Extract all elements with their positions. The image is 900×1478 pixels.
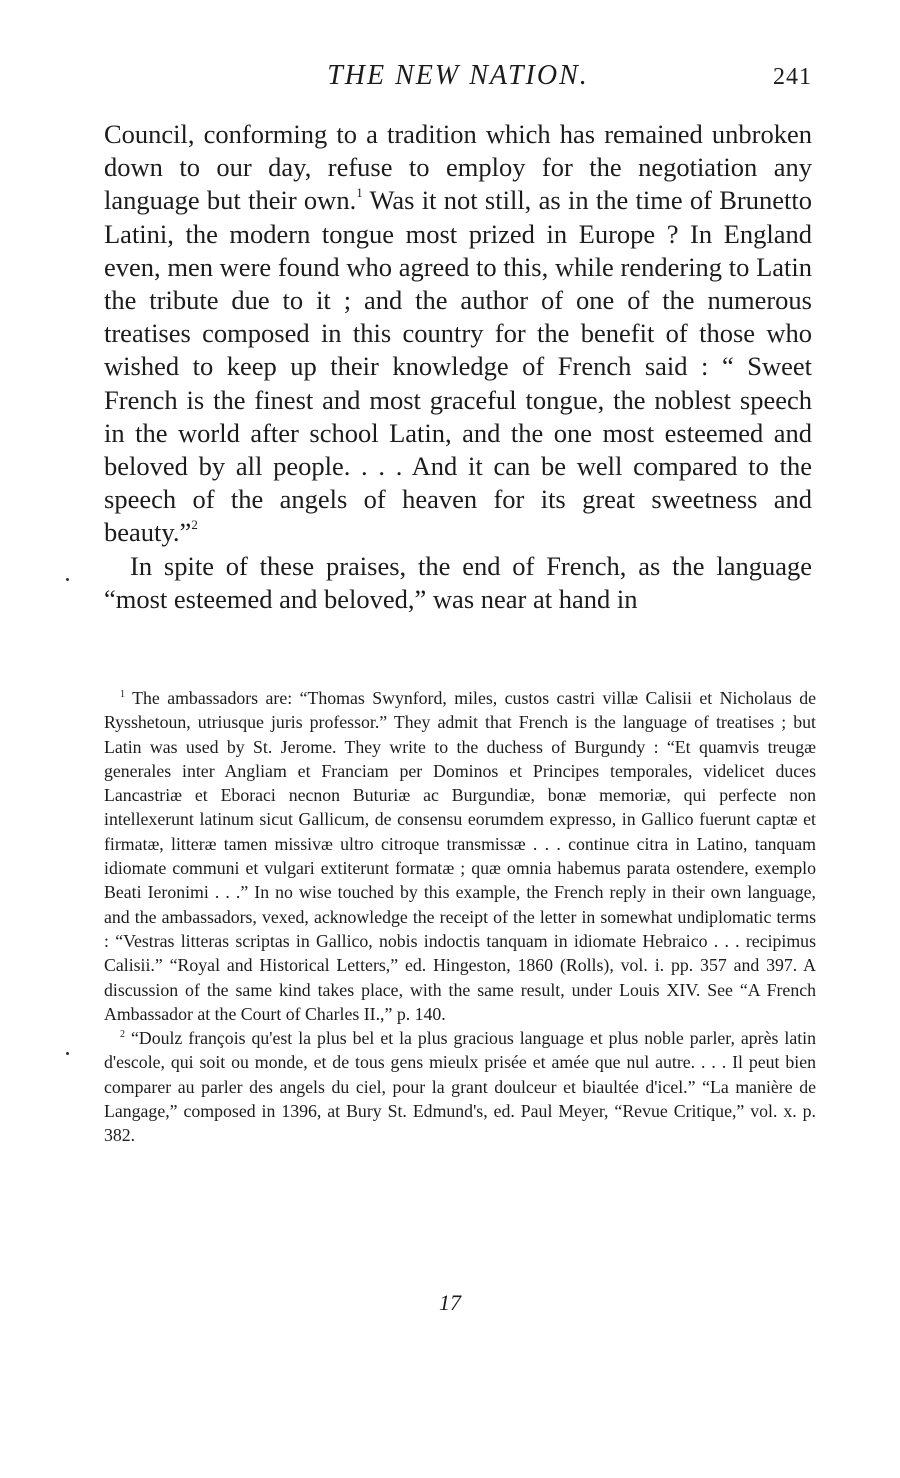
- signature-mark: 17: [439, 1290, 461, 1315]
- footnote-ref-1: 1: [356, 185, 363, 201]
- page-number: 241: [773, 64, 812, 90]
- paragraph-1: [104, 118, 812, 550]
- running-title: THE NEW NATION.: [327, 60, 589, 91]
- footnote-1-mark: 1: [120, 689, 125, 700]
- margin-dot: [66, 578, 69, 581]
- main-text: [104, 118, 812, 616]
- footnote-1-text: The ambassadors are: “Thomas Swynford, miles, custos castri villæ Calisii et Nicholaus de Rysshetoun, utriusque juris professor.” They admit that French is the language of treatises ; but Latin was used by St. Jerome. They write to the duchess of Burgundy : “Et quamvis treugæ generales inter Angliam et Franciam per Dominos et Principes temporales, videlicet duces Lancastriæ et Eboraci necnon Buturiæ ac Burgundiæ, bonæ memoriæ, qui perfecte non intellexerunt latinum sicut Gallicum, de consensu eorumdem expresso, in Gallico fuerunt captæ et firmatæ, litteræ tamen missivæ ultro citroque transmissæ . . . continue citra in Latino, tanquam idiomate communi et vulgari extiterunt formatæ ; quæ omnia habemus parata ostendere, exemplo Beati Ieronimi . . .” In no wise touched by this example, the French reply in their own language, and the ambassadors, vexed, acknowledge the receipt of the letter in somewhat undiplomatic terms : “Vestras litteras scriptas in Gallico, nobis indoctis tanquam in idiomate Hebraico . . . recipimus Calisii.” “Royal and Historical Letters,” ed. Hingeston, 1860 (Rolls), vol. i. pp. 357 and 397. A discussion of the same kind takes place, with the same result, under Louis XIV. See “A French Ambassador at the Court of Charles II.,” p. 140.: [104, 688, 816, 1024]
- footnote-2: [104, 1026, 816, 1147]
- margin-dot: [66, 1052, 69, 1055]
- paragraph-1-text-a: Council, conforming to a tradition which has remained unbroken down to our day, refuse to employ for the negotiation any language but their own.: [104, 119, 812, 216]
- paragraph-1-text-b: Was it not still, as in the time of Brunetto Latini, the modern tongue most prized in Europe ? In England even, men were found who agreed to this, while rendering to Latin the tribute due to it ; and the author of one of the numerous treatises composed in this country for the benefit of those who wished to keep up their knowledge of French said : “ Sweet French is the finest and most graceful tongue, the noblest speech in the world after school Latin, and the one most esteemed and beloved by all people. . . . And it can be well compared to the speech of the angels of heaven for its great sweetness and beauty.”: [104, 185, 812, 548]
- paragraph-2: In spite of these praises, the end of French, as the language “most esteemed and beloved,” was near at hand in: [104, 550, 812, 614]
- footnotes: [104, 686, 816, 1148]
- page-header: [104, 60, 812, 100]
- footnote-2-text: “Doulz françois qu'est la plus bel et la plus gracious language et plus noble parler, après latin d'escole, qui soit ou monde, et de tous gens mieulx prisée et amée que nul autre. . . . Il peut bien comparer au parler des angels du ciel, pour la grant doulceur et biaultée d'icel.” “La manière de Langage,” composed in 1396, at Bury St. Edmund's, ed. Paul Meyer, “Revue Critique,” vol. x. p. 382.: [104, 1028, 816, 1146]
- footnote-ref-2: 2: [191, 517, 198, 533]
- footnote-1: [104, 686, 816, 1026]
- footnote-2-mark: 2: [120, 1029, 125, 1041]
